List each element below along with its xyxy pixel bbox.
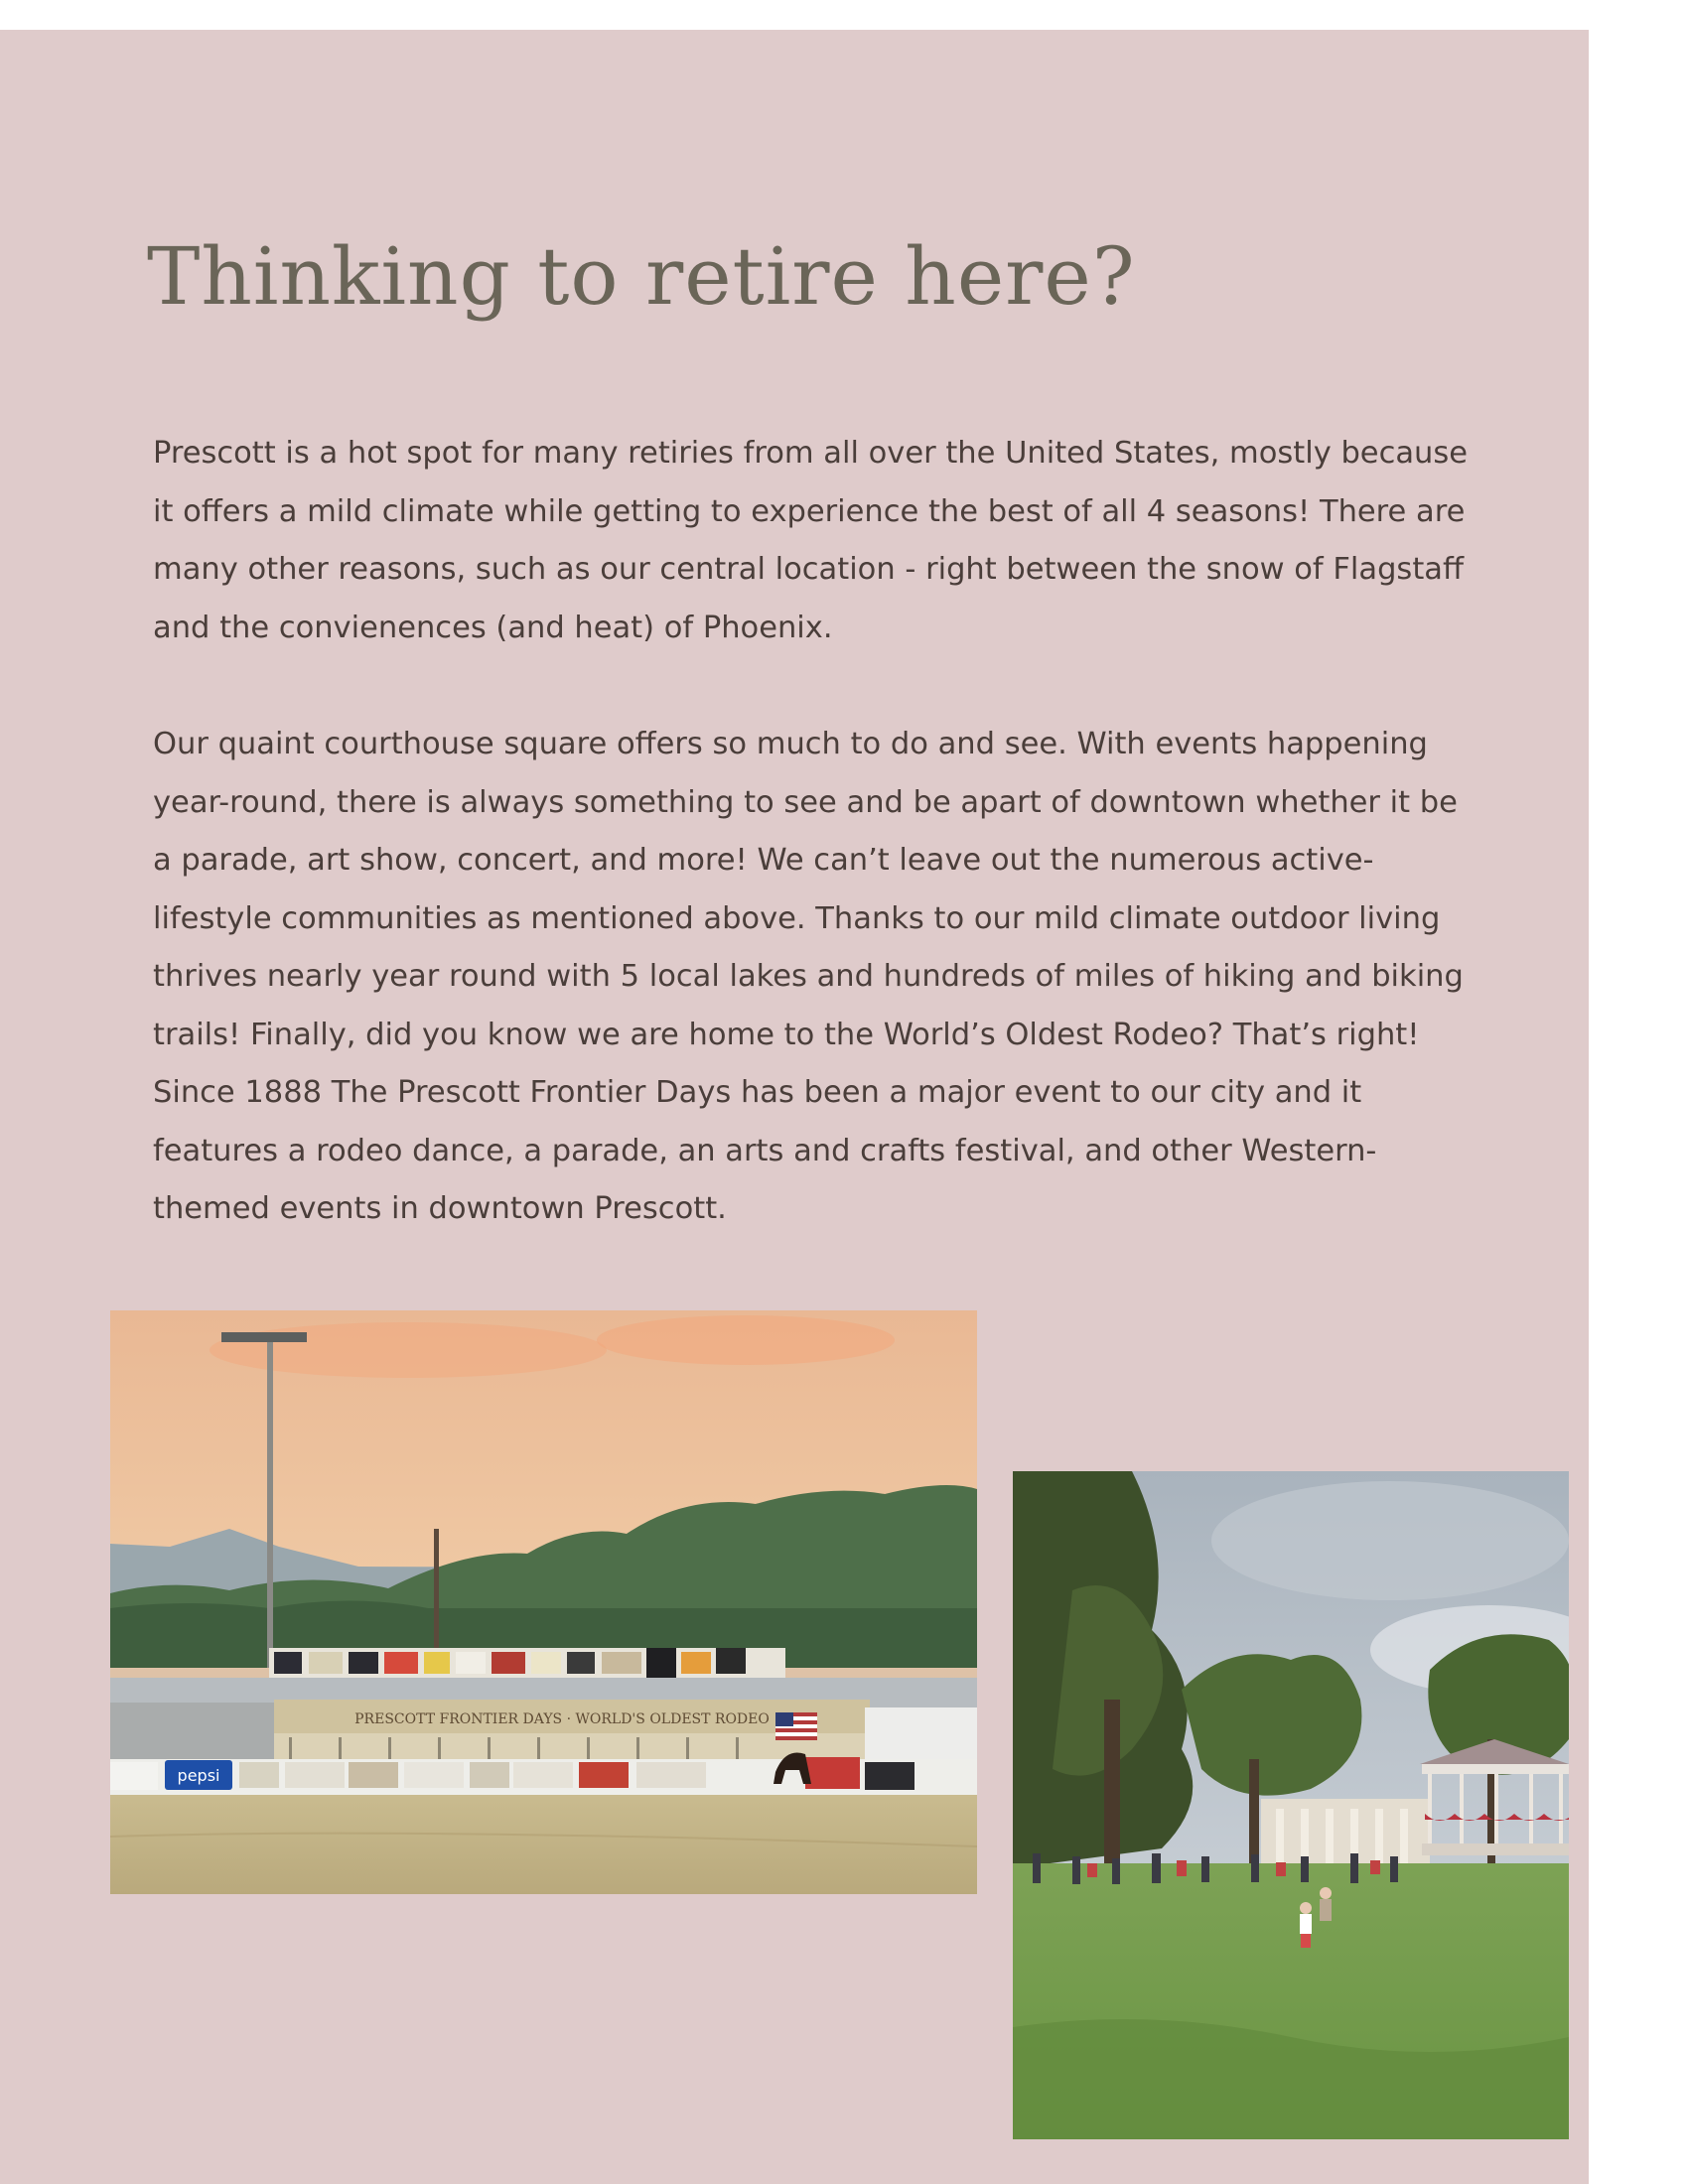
courthouse-paragraph: Our quaint courthouse square offers so much to do and see. With events happening year-round, there is always something to see and be apart of downtown whether it be a parade, art show, concert, and more! We can’t leave out the numerous active-lifestyle communities as mentioned above. Thanks to our mild climate outdoor living thrives nearly year round with 5 local lakes and hundreds of miles of hiking and biking trails! Finally, did you know we are home to the World’s Oldest Rodeo? That’s right! Since 1888 The Prescott Frontier Days has been a major event to our city and it features a rodeo dance, a parade, an arts and crafts festival, and other Western-themed events in downtown Prescott. <box>153 727 1464 1226</box>
intro-paragraph: Prescott is a hot spot for many retiries from all over the United States, mostly because it offers a mild climate while getting to experience the best of all 4 seasons! There are many other reasons, such as our central location - right between the snow of Flagstaff and the convienences (and heat) of Phoenix. <box>153 436 1469 645</box>
page-title: Thinking to retire here? <box>147 230 1136 323</box>
american-flag <box>775 1712 817 1740</box>
courthouse-square-photo <box>1013 1471 1569 2139</box>
pepsi-banner: pepsi <box>177 1766 220 1785</box>
rodeo-arena-photo <box>110 1310 977 1894</box>
courthouse-square-illustration <box>1013 1471 1569 2139</box>
rodeo-arena-illustration <box>110 1310 977 1894</box>
grandstand-sign: PRESCOTT FRONTIER DAYS · WORLD'S OLDEST RODEO <box>354 1711 770 1727</box>
